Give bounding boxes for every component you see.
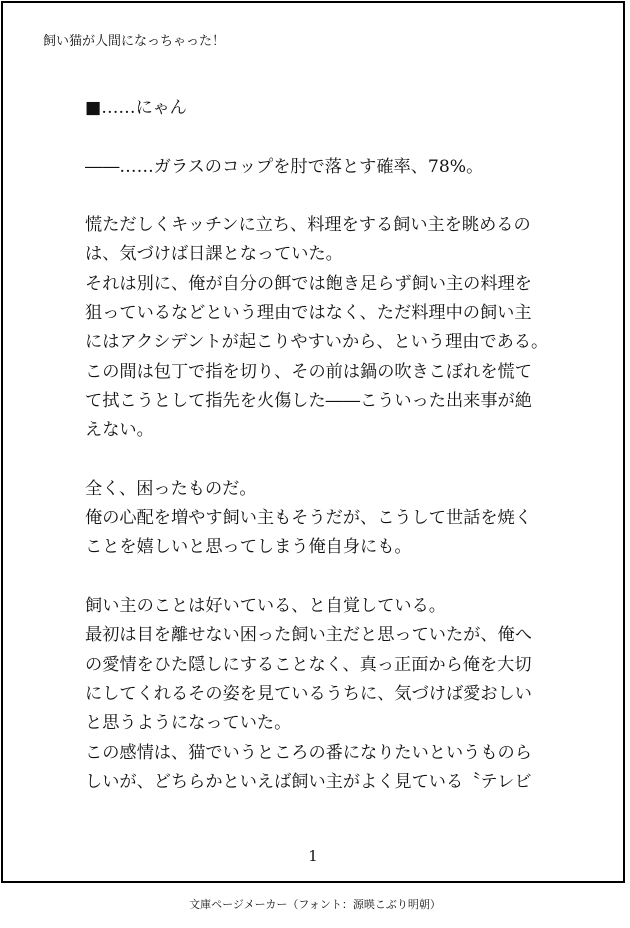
text-line: ことを嬉しいと思ってしまう俺自身にも。	[85, 537, 412, 558]
text-line: 狙っているなどという理由ではなく、ただ料理中の飼い主	[85, 303, 532, 324]
text-line: 最初は目を離せない困った飼い主だと思っていたが、俺へ	[85, 625, 532, 646]
text-line: ――……ガラスのコップを肘で落とす確率、78%。	[85, 156, 484, 177]
text-line: 全く、困ったものだ。	[85, 478, 257, 499]
blank-line	[85, 123, 585, 152]
page-number: 1	[308, 847, 318, 865]
text-line: の愛情をひた隠しにすることなく、真っ正面から俺を大切	[85, 654, 532, 675]
footer-credit: 文庫ページメーカー（フォント：源暎こぶり明朝）	[189, 898, 441, 911]
blank-line	[85, 446, 585, 475]
text-line: と思うようになっていた。	[85, 713, 292, 734]
body-text	[85, 94, 585, 797]
blank-line	[85, 182, 585, 211]
text-line: て拭こうとして指先を火傷した――こういった出来事が絶	[85, 390, 532, 411]
text-line: にしてくれるその姿を見ているうちに、気づけば愛おしい	[85, 683, 532, 704]
text-line: 俺の心配を増やす飼い主もそうだが、こうして世話を焼く	[85, 508, 532, 529]
text-line: それは別に、俺が自分の餌では飽き足らず飼い主の料理を	[85, 273, 532, 294]
text-line: この間は包丁で指を切り、その前は鍋の吹きこぼれを慌て	[85, 361, 532, 382]
text-line: しいが、どちらかといえば飼い主がよく見ている〝テレビ	[85, 771, 532, 792]
text-line: にはアクシデントが起こりやすいから、という理由である。	[85, 332, 549, 353]
text-line: ■……にゃん	[85, 98, 187, 118]
text-line: えない。	[85, 420, 154, 441]
text-line: 慌ただしくキッチンに立ち、料理をする飼い主を眺めるの	[85, 215, 531, 236]
text-line: は、気づけば日課となっていた。	[85, 244, 343, 265]
page-header-title: 飼い猫が人間になっちゃった！	[43, 34, 226, 49]
manuscript-page	[1, 1, 625, 883]
blank-line	[85, 563, 585, 592]
text-line: 飼い主のことは好いている、と自覚している。	[85, 596, 446, 617]
text-line: この感情は、猫でいうところの番になりたいというものら	[85, 742, 532, 763]
